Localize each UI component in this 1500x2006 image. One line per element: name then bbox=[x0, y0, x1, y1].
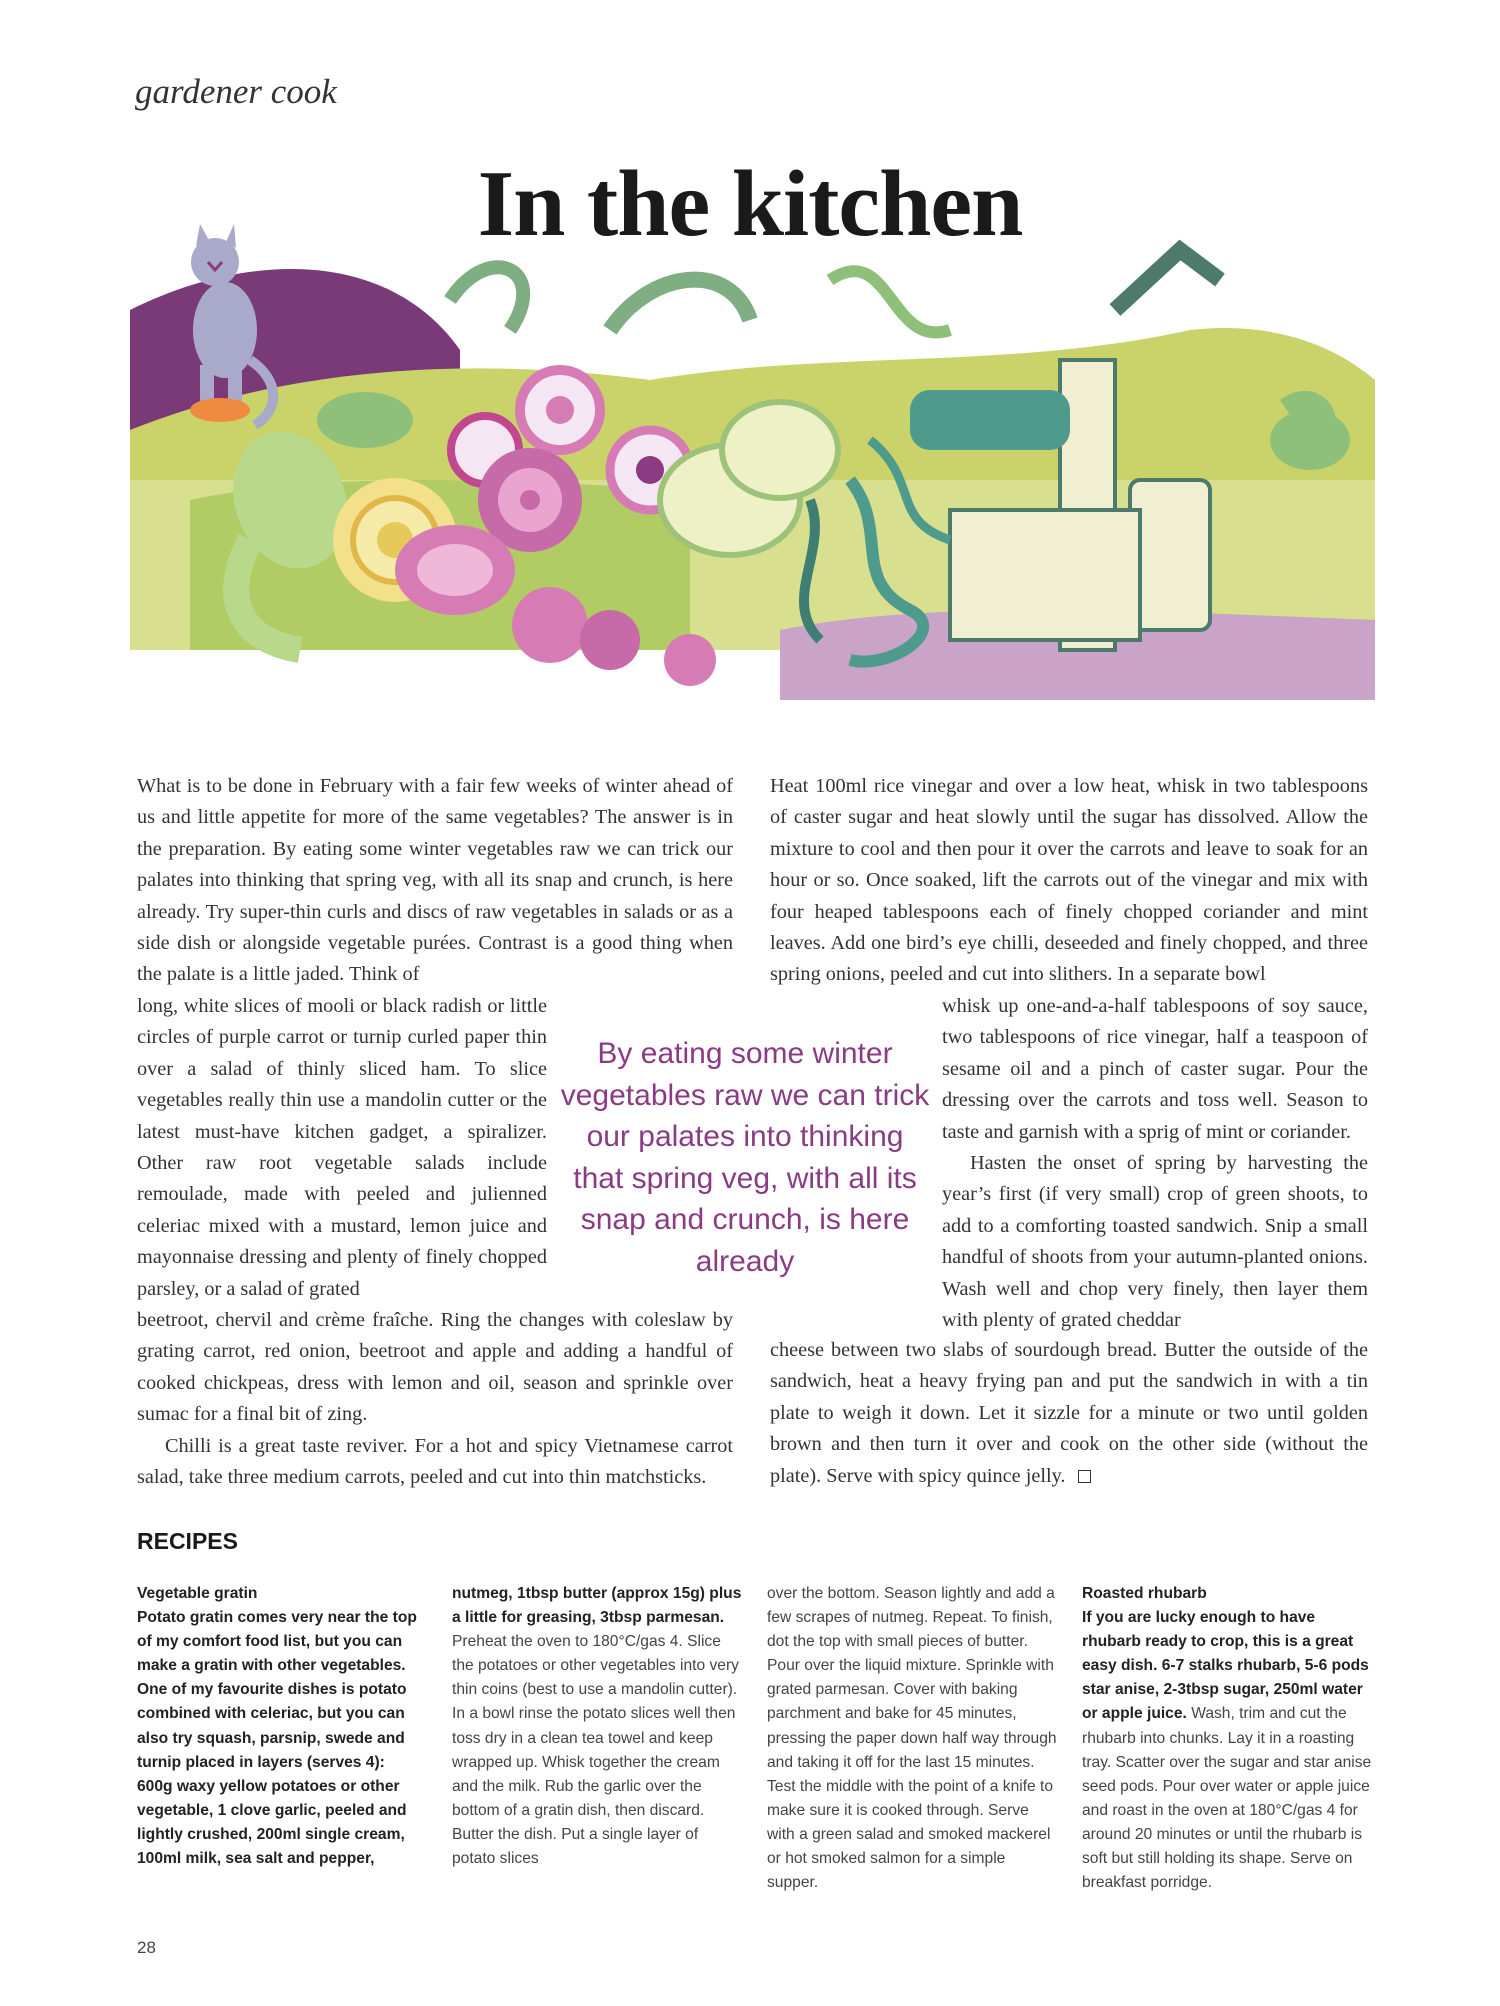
article-col1-bottom bbox=[137, 1305, 733, 1493]
recipe-method: Preheat the oven to 180°C/gas 4. Slice the potatoes or other vegetables into very thin coins (best to use a mandolin cutter). In a bowl rinse the potato slices well then toss dry in a clean tea towel and keep wrapped up. Whisk together the cream and the milk. Rub the garlic over the bottom of a gratin dish, then discard. Butter the dish. Put a single layer of potato slices bbox=[452, 1633, 739, 1868]
article-paragraph: Hasten the onset of spring by harvesting the year’s first (if very small) crop of green shoots, to add to a comforting toasted sandwich. Snip a small handful of shoots from your autumn-planted onions. Wash well and chop very finely, then layer them with plenty of grated cheddar bbox=[942, 1152, 1368, 1332]
page-number: 28 bbox=[137, 1938, 156, 1957]
recipe-ingredients: nutmeg, 1tbsp butter (approx 15g) plus a little for greasing, 3tbsp parmesan. bbox=[452, 1585, 742, 1627]
kitchen-illustration bbox=[130, 180, 1375, 700]
article-col2-narrow bbox=[942, 991, 1368, 1336]
recipe-title: Roasted rhubarb bbox=[1082, 1585, 1207, 1602]
article-paragraph: Heat 100ml rice vinegar and over a low heat, whisk in two tablespoons of caster sugar and heat slowly until the sugar has dissolved. Allow the mixture to cool and then pour it over the carrots and leave to soak for an hour or so. Once soaked, lift the carrots out of the vinegar and mix with four heaped tablespoons each of finely chopped coriander and mint leaves. Add one bird’s eye chilli, deseeded and finely chopped, and three spring onions, peeled and cut into slithers. In a separate bowl bbox=[770, 775, 1368, 986]
article-col1-top bbox=[137, 771, 733, 991]
recipe-method: over the bottom. Season lightly and add a few scrapes of nutmeg. Repeat. To finish, dot the top with small pieces of butter. Pour over the liquid mixture. Sprinkle with grated parmesan. Cover with baking parchment and bake for 45 minutes, pressing the paper down half way through and taking it off for the last 15 minutes. Test the middle with the point of a knife to make sure it is cooked through. Serve with a green salad and smoked mackerel or hot smoked salmon for a simple supper. bbox=[767, 1585, 1057, 1892]
end-mark-icon bbox=[1078, 1470, 1091, 1483]
article-col2-top bbox=[770, 771, 1368, 991]
recipe-body bbox=[1082, 1606, 1372, 1895]
recipe-ingredients: 600g waxy yellow potatoes or other vegetable, 1 clove garlic, peeled and lightly crushed, 200ml single cream, 100ml milk, sea salt and pepper, bbox=[137, 1777, 407, 1868]
recipe-col4 bbox=[1082, 1582, 1372, 1895]
recipe-col1 bbox=[137, 1582, 432, 1871]
article-paragraph: What is to be done in February with a fair few weeks of winter ahead of us and little appetite for more of the same vegetables? The answer is in the preparation. By eating some winter vegetables raw we can trick our palates into thinking that spring veg, with all its snap and crunch, is here already. Try super-thin curls and discs of raw vegetables in salads or as a side dish or alongside vegetable purées. Contrast is a good thing when the palate is a little jaded. Think of bbox=[137, 775, 733, 986]
article-paragraph bbox=[770, 1335, 1368, 1492]
recipe-intro: Potato gratin comes very near the top of my comfort food list, but you can make a gratin with other vegetables. One of my favourite dishes is potato combined with celeriac, but you can also try squash, parsnip, swede and turnip placed in layers (serves 4): bbox=[137, 1609, 417, 1771]
section-label: gardener cook bbox=[135, 72, 337, 111]
page-title: In the kitchen bbox=[477, 152, 1023, 256]
article-paragraph: Chilli is a great taste reviver. For a hot and spicy Vietnamese carrot salad, take three medium carrots, peeled and cut into thin matchsticks. bbox=[137, 1434, 733, 1489]
recipes-heading: RECIPES bbox=[137, 1528, 238, 1554]
pull-quote: By eating some winter vegetables raw we can trick our palates into thinking that spring veg, with all its snap and crunch, is here already bbox=[560, 1037, 930, 1278]
recipe-col3 bbox=[767, 1582, 1057, 1895]
recipe-title: Vegetable gratin bbox=[137, 1585, 258, 1602]
article-col1-narrow bbox=[137, 991, 547, 1305]
article-paragraph: beetroot, chervil and crème fraîche. Ring the changes with coleslaw by grating carrot, red onion, beetroot and apple and adding a handful of cooked chickpeas, dress with lemon and oil, season and sprinkle over sumac for a final bit of zing. bbox=[137, 1309, 733, 1426]
recipe-intro: If you are lucky enough to have rhubarb ready to crop, this is a great easy dish. 6-7 stalks rhubarb, 5-6 pods star anise, 2-3tbsp sugar, 250ml water or apple juice. bbox=[1082, 1609, 1369, 1723]
article-col2-bottom bbox=[770, 1335, 1368, 1492]
article-paragraph: whisk up one-and-a-half tablespoons of soy sauce, two tablespoons of rice vinegar, half a teaspoon of sesame oil and a pinch of caster sugar. Pour the dressing over the carrots and toss well. Season to taste and garnish with a sprig of mint or coriander. bbox=[942, 995, 1368, 1143]
recipe-method: Wash, trim and cut the rhubarb into chunks. Lay it in a roasting tray. Scatter over the sugar and star anise seed pods. Pour over water or apple juice and roast in the oven at 180°C/gas 4 for around 20 minutes or until the rhubarb is soft but still holding its shape. Serve on breakfast porridge. bbox=[1082, 1705, 1372, 1892]
recipe-col2 bbox=[452, 1582, 742, 1871]
article-paragraph-text: cheese between two slabs of sourdough bread. Butter the outside of the sandwich, heat a heavy frying pan and put the sandwich in with a tin plate to weigh it down. Let it sizzle for a minute or two until golden brown and then turn it over and cook on the other side (without the plate). Serve with spicy quince jelly. bbox=[770, 1339, 1368, 1487]
article-paragraph: long, white slices of mooli or black radish or little circles of purple carrot or turnip curled paper thin over a salad of thinly sliced ham. To slice vegetables really thin use a mandolin cutter or the latest must-have kitchen gadget, a spiralizer. Other raw root vegetable salads include remoulade, made with peeled and julienned celeriac mixed with a mustard, lemon juice and mayonnaise dressing and plenty of finely chopped parsley, or a salad of grated bbox=[137, 995, 547, 1300]
